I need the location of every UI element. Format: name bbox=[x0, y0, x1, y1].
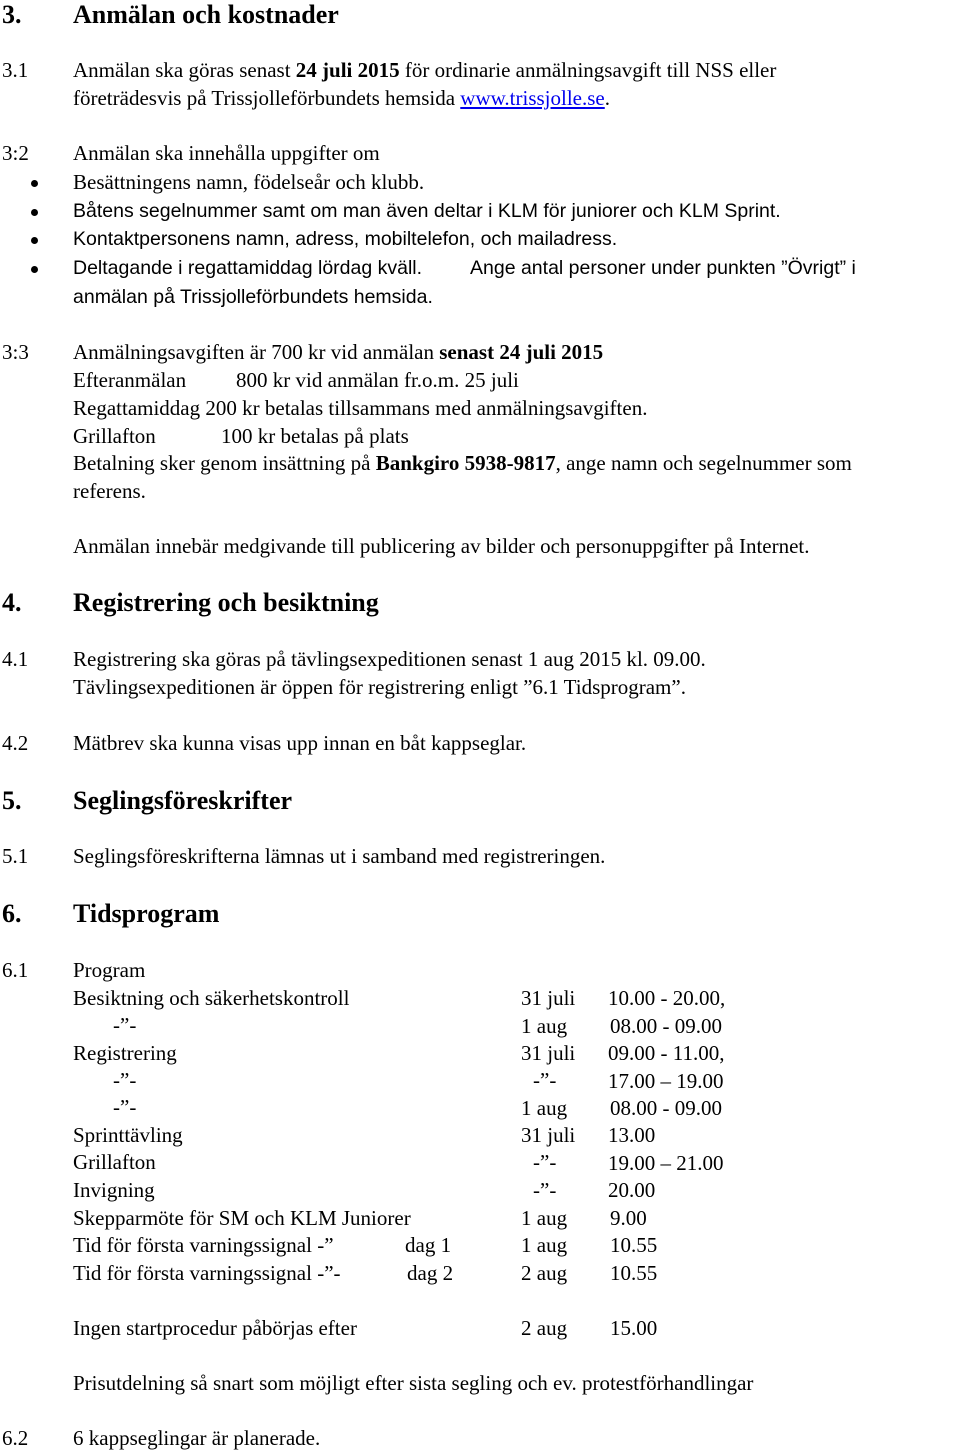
bbq-fee-value: 100 kr betalas på plats bbox=[221, 424, 409, 448]
bullet-item-4-line-2: anmälan på Trissjolleförbundets hemsida. bbox=[73, 286, 433, 308]
schedule-time: 13.00 bbox=[608, 1123, 656, 1147]
late-fee-label: Efteranmälan bbox=[73, 368, 187, 392]
bullet-item-1: Besättningens namn, födelseår och klubb. bbox=[73, 170, 425, 194]
schedule-label: Skepparmöte för SM och KLM Juniorer bbox=[73, 1206, 411, 1230]
payment-line-2: referens. bbox=[73, 479, 146, 503]
schedule-date: -”- bbox=[533, 1150, 557, 1174]
schedule-day: dag 2 bbox=[407, 1261, 454, 1285]
schedule-date: 1 aug bbox=[521, 1096, 568, 1120]
clause-5-1-number: 5.1 bbox=[2, 844, 29, 868]
fee-deadline: senast 24 juli 2015 bbox=[439, 340, 604, 364]
schedule-time: 17.00 – 19.00 bbox=[608, 1069, 724, 1093]
schedule-time: 9.00 bbox=[610, 1206, 647, 1230]
schedule-date: 2 aug bbox=[521, 1261, 568, 1285]
schedule-date: 31 juli bbox=[521, 1123, 576, 1147]
section-3-heading: Anmälan och kostnader bbox=[73, 0, 339, 29]
schedule-date: 1 aug bbox=[521, 1206, 568, 1230]
clause-text: företrädesvis på Trissjolleförbundets hemsida bbox=[73, 86, 461, 110]
schedule-time: 08.00 - 09.00 bbox=[610, 1096, 722, 1120]
section-4-number: 4. bbox=[2, 588, 22, 617]
bullet-item-3: Kontaktpersonens namn, adress, mobiltelefon, och mailadress. bbox=[73, 228, 618, 250]
last-start-label: Ingen startprocedur påbörjas efter bbox=[73, 1316, 357, 1340]
bullet-icon bbox=[31, 237, 38, 244]
bankgiro-number: Bankgiro 5938-9817 bbox=[375, 451, 556, 475]
clause-text: för ordinarie anmälningsavgift till NSS eller bbox=[399, 58, 777, 82]
clause-4-2-text: Mätbrev ska kunna visas upp innan en båt kappseglar. bbox=[73, 731, 527, 755]
schedule-time: 10.55 bbox=[610, 1233, 658, 1257]
schedule-time: 19.00 – 21.00 bbox=[608, 1151, 724, 1175]
bullet-icon bbox=[31, 266, 38, 273]
schedule-date: 31 juli bbox=[521, 986, 576, 1010]
schedule-time: 10.55 bbox=[610, 1261, 658, 1285]
late-fee-value: 800 kr vid anmälan fr.o.m. 25 juli bbox=[236, 368, 519, 392]
schedule-time: 20.00 bbox=[608, 1178, 656, 1202]
bullet-item-4-continued: Ange antal personer under punkten ”Övrigt” i bbox=[470, 257, 856, 279]
clause-6-2-text: 6 kappseglingar är planerade. bbox=[73, 1426, 321, 1450]
bullet-icon bbox=[31, 180, 38, 187]
schedule-label: Besiktning och säkerhetskontroll bbox=[73, 986, 350, 1010]
schedule-time: 08.00 - 09.00 bbox=[610, 1014, 722, 1038]
clause-text: . bbox=[604, 86, 610, 110]
clause-4-1-line-1: Registrering ska göras på tävlingsexpeditionen senast 1 aug 2015 kl. 09.00. bbox=[73, 647, 706, 671]
clause-3-3-line-1 bbox=[73, 342, 603, 363]
schedule-label: Registrering bbox=[73, 1041, 177, 1065]
schedule-label: -”- bbox=[113, 1013, 137, 1037]
schedule-label: Invigning bbox=[73, 1178, 155, 1202]
section-5-heading: Seglingsföreskrifter bbox=[73, 786, 293, 815]
schedule-label: Grillafton bbox=[73, 1150, 156, 1174]
bullet-item-2: Båtens segelnummer samt om man även deltar i KLM för juniorer och KLM Sprint. bbox=[73, 200, 781, 222]
dinner-fee-line: Regattamiddag 200 kr betalas tillsammans med anmälningsavgiften. bbox=[73, 396, 648, 420]
section-5-number: 5. bbox=[2, 786, 22, 815]
clause-text: Betalning sker genom insättning på bbox=[73, 451, 376, 475]
clause-6-2-number: 6.2 bbox=[2, 1426, 29, 1450]
bullet-item-4: Deltagande i regattamiddag lördag kväll. bbox=[73, 257, 423, 279]
clause-6-1-number: 6.1 bbox=[2, 958, 29, 982]
schedule-day: dag 1 bbox=[405, 1233, 452, 1257]
last-start-date: 2 aug bbox=[521, 1316, 568, 1340]
program-title: Program bbox=[73, 958, 146, 982]
clause-3-1-number: 3.1 bbox=[2, 58, 29, 82]
clause-3-2-number: 3:2 bbox=[2, 141, 29, 165]
schedule-date: -”- bbox=[533, 1178, 557, 1202]
schedule-label: Sprinttävling bbox=[73, 1123, 183, 1147]
payment-line-1 bbox=[73, 453, 852, 474]
schedule-label: -”- bbox=[113, 1095, 137, 1119]
schedule-label: Tid för första varningssignal -” bbox=[73, 1233, 334, 1257]
clause-4-1-line-2: Tävlingsexpeditionen är öppen för registrering enligt ”6.1 Tidsprogram”. bbox=[73, 675, 686, 699]
deadline-date: 24 juli 2015 bbox=[295, 58, 400, 82]
clause-4-1-number: 4.1 bbox=[2, 647, 29, 671]
consent-line: Anmälan innebär medgivande till publicering av bilder och personuppgifter på Internet. bbox=[73, 534, 810, 558]
schedule-date: -”- bbox=[533, 1068, 557, 1092]
schedule-label: -”- bbox=[113, 1068, 137, 1092]
schedule-date: 31 juli bbox=[521, 1041, 576, 1065]
bullet-icon bbox=[31, 209, 38, 216]
schedule-time: 10.00 - 20.00, bbox=[608, 986, 726, 1010]
schedule-time: 09.00 - 11.00, bbox=[608, 1041, 725, 1065]
schedule-label: Tid för första varningssignal -”- bbox=[73, 1261, 341, 1285]
section-3-number: 3. bbox=[2, 0, 22, 29]
trissjolle-website-link[interactable]: www.trissjolle.se bbox=[460, 86, 605, 110]
section-4-heading: Registrering och besiktning bbox=[73, 588, 379, 617]
last-start-time: 15.00 bbox=[610, 1316, 658, 1340]
clause-text: , ange namn och segelnummer som bbox=[555, 451, 852, 475]
bbq-fee-label: Grillafton bbox=[73, 424, 156, 448]
clause-3-3-number: 3:3 bbox=[2, 340, 29, 364]
clause-3-2-text: Anmälan ska innehålla uppgifter om bbox=[73, 141, 380, 165]
section-6-heading: Tidsprogram bbox=[73, 899, 220, 928]
prize-giving-line: Prisutdelning så snart som möjligt efter sista segling och ev. protestförhandlingar bbox=[73, 1371, 754, 1395]
clause-5-1-text: Seglingsföreskrifterna lämnas ut i samband med registreringen. bbox=[73, 844, 606, 868]
schedule-date: 1 aug bbox=[521, 1014, 568, 1038]
clause-text: Anmälningsavgiften är 700 kr vid anmälan bbox=[73, 340, 440, 364]
clause-4-2-number: 4.2 bbox=[2, 731, 29, 755]
clause-3-1-line-1 bbox=[73, 60, 776, 81]
clause-text: Anmälan ska göras senast bbox=[73, 58, 296, 82]
section-6-number: 6. bbox=[2, 899, 22, 928]
schedule-date: 1 aug bbox=[521, 1233, 568, 1257]
clause-3-1-line-2 bbox=[73, 88, 610, 109]
